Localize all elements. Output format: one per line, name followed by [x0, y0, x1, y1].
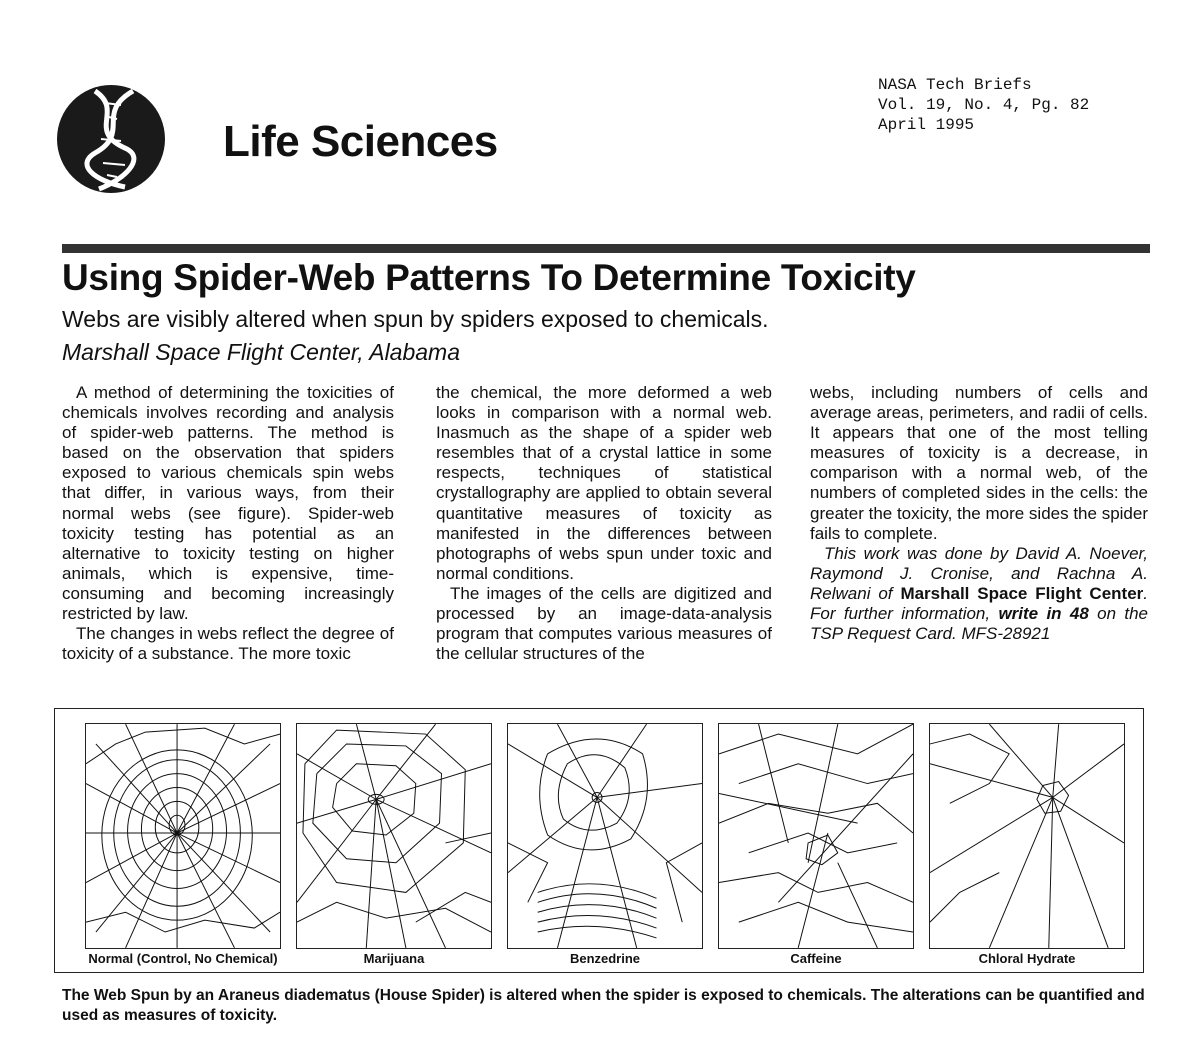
web-drawing [508, 724, 702, 948]
web-panel-marijuana [296, 723, 492, 949]
credit-text: on the TSP Request Card. [810, 604, 1148, 644]
source-line: Vol. 19, No. 4, Pg. 82 [878, 96, 1090, 114]
credit-org: Marshall Space Flight Center [900, 583, 1144, 603]
article-column-3 [810, 383, 1148, 644]
web-panel-chloral-hydrate [929, 723, 1125, 949]
source-line: April 1995 [878, 116, 975, 134]
credit-paragraph [810, 544, 1148, 644]
article-subtitle: Webs are visibly altered when spun by spiders exposed to chemicals. [62, 306, 769, 332]
panel-label: Marijuana [363, 951, 425, 966]
panel-label: Benzedrine [569, 951, 641, 966]
credit-code: MFS-28921 [961, 624, 1051, 644]
paragraph: A method of determining the toxicities of chemicals involves recording and analysis of spider-web patterns. The method is based on the observation that spiders exposed to various chemicals spin webs that differ, in various ways, from their normal webs (see figure). Spider-web toxicity testing has potential as an alternative to toxicity testing on higher animals, which is expensive, time-consuming and becoming increasingly restricted by law. [62, 383, 394, 624]
web-panel-caffeine [718, 723, 914, 949]
article-column-2 [436, 383, 772, 664]
article-column-1 [62, 383, 394, 664]
web-panel-benzedrine [507, 723, 703, 949]
panel-label: Caffeine [790, 951, 842, 966]
paragraph: the chemical, the more deformed a web looks in comparison with a normal web. Inasmuch as the shape of a spider web resembles that of a crystal lattice in some respects, techniques of statistical crystallography are applied to obtain several quantitative measures of toxicity as manifested in the differences between photographs of webs spun under toxic and normal conditions. [436, 383, 772, 583]
credit-text: . For further information, [810, 583, 1148, 624]
panel-label: Normal (Control, No Chemical) [88, 951, 278, 966]
source-citation [878, 75, 1089, 135]
web-drawing [297, 724, 491, 948]
web-panel-normal [85, 723, 281, 949]
article-center: Marshall Space Flight Center, Alabama [62, 339, 461, 365]
figure-caption: The Web Spun by an Araneus diadematus (House Spider) is altered when the spider is exposed to chemicals. The alterations can be quantified and used as measures of toxicity. [62, 987, 1145, 1024]
source-line: NASA Tech Briefs [878, 76, 1032, 94]
dna-helix-icon [55, 83, 167, 195]
panel-label: Chloral Hydrate [978, 951, 1076, 966]
paragraph: The images of the cells are digitized and processed by an image-data-analysis program that computes various measures of the cellular structures of the [436, 583, 772, 664]
paragraph: The changes in webs reflect the degree of toxicity of a substance. The more toxic [62, 624, 394, 664]
section-title: Life Sciences [223, 117, 498, 166]
figure-box [54, 708, 1144, 973]
web-drawing [86, 724, 280, 948]
credit-text: This work was done by David A. Noever, Raymond J. Cronise, and Rachna A. Relwani of [810, 543, 1148, 603]
header-rule [62, 244, 1150, 253]
web-drawing [930, 724, 1124, 948]
paragraph: webs, including numbers of cells and average areas, perimeters, and radii of cells. It appears that one of the most telling measures of toxicity is a decrease, in comparison with a normal web, of the numbers of completed sides in the cells: the greater the toxicity, the more sides the spider fails to complete. [810, 383, 1148, 543]
web-drawing [719, 724, 913, 948]
article-headline: Using Spider-Web Patterns To Determine Toxicity [62, 257, 916, 298]
credit-write: write in 48 [998, 604, 1089, 624]
